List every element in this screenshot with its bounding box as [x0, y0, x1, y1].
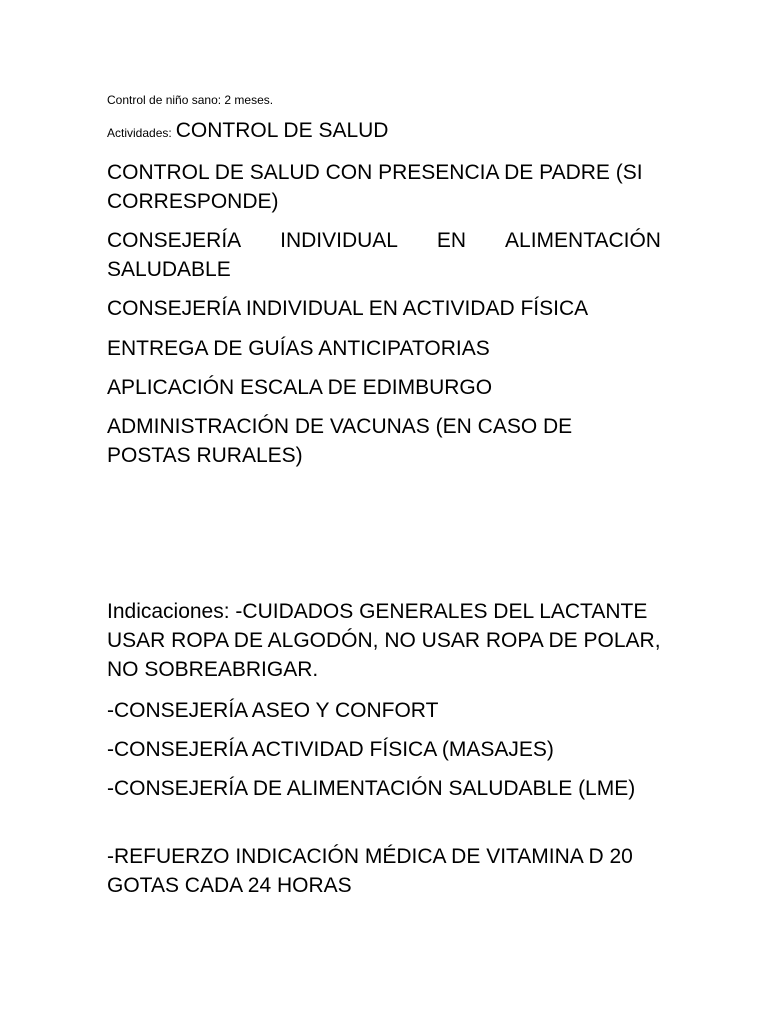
actividad-word: ALIMENTACIÓN: [505, 229, 661, 252]
actividad-item: [107, 226, 661, 284]
indicacion-item: -CONSEJERÍA ASEO Y CONFORT: [107, 699, 439, 722]
actividades-first-line: [107, 119, 388, 143]
indicacion-item: -CONSEJERÍA DE ALIMENTACIÓN SALUDABLE (LME): [107, 777, 636, 800]
actividad-item: CONTROL DE SALUD: [175, 119, 389, 142]
indicacion-item: -REFUERZO INDICACIÓN MÉDICA DE VITAMINA D 20 GOTAS CADA 24 HORAS: [107, 845, 633, 897]
actividad-word: SALUDABLE: [107, 258, 231, 281]
actividad-item: APLICACIÓN ESCALA DE EDIMBURGO: [107, 376, 493, 399]
document-title: Control de niño sano: 2 meses.: [107, 93, 274, 107]
actividad-word: CONSEJERÍA: [107, 229, 242, 252]
actividad-word: INDIVIDUAL: [280, 229, 398, 252]
actividad-justified-line: [107, 226, 661, 255]
actividades-label: Actividades:: [107, 126, 172, 140]
actividad-item: CONTROL DE SALUD CON PRESENCIA DE PADRE (SI CORRESPONDE): [107, 161, 643, 213]
actividad-item: ADMINISTRACIÓN DE VACUNAS (EN CASO DE POSTAS RURALES): [107, 415, 573, 467]
indicacion-item: -CONSEJERÍA ACTIVIDAD FÍSICA (MASAJES): [107, 738, 554, 761]
actividad-item: CONSEJERÍA INDIVIDUAL EN ACTIVIDAD FÍSICA: [107, 297, 589, 320]
actividad-item: ENTREGA DE GUÍAS ANTICIPATORIAS: [107, 337, 490, 360]
actividad-word: EN: [436, 229, 467, 252]
indicacion-item: Indicaciones: -CUIDADOS GENERALES DEL LACTANTE USAR ROPA DE ALGODÓN, NO USAR ROPA DE POLAR, NO SOBREABRIGAR.: [107, 600, 661, 681]
